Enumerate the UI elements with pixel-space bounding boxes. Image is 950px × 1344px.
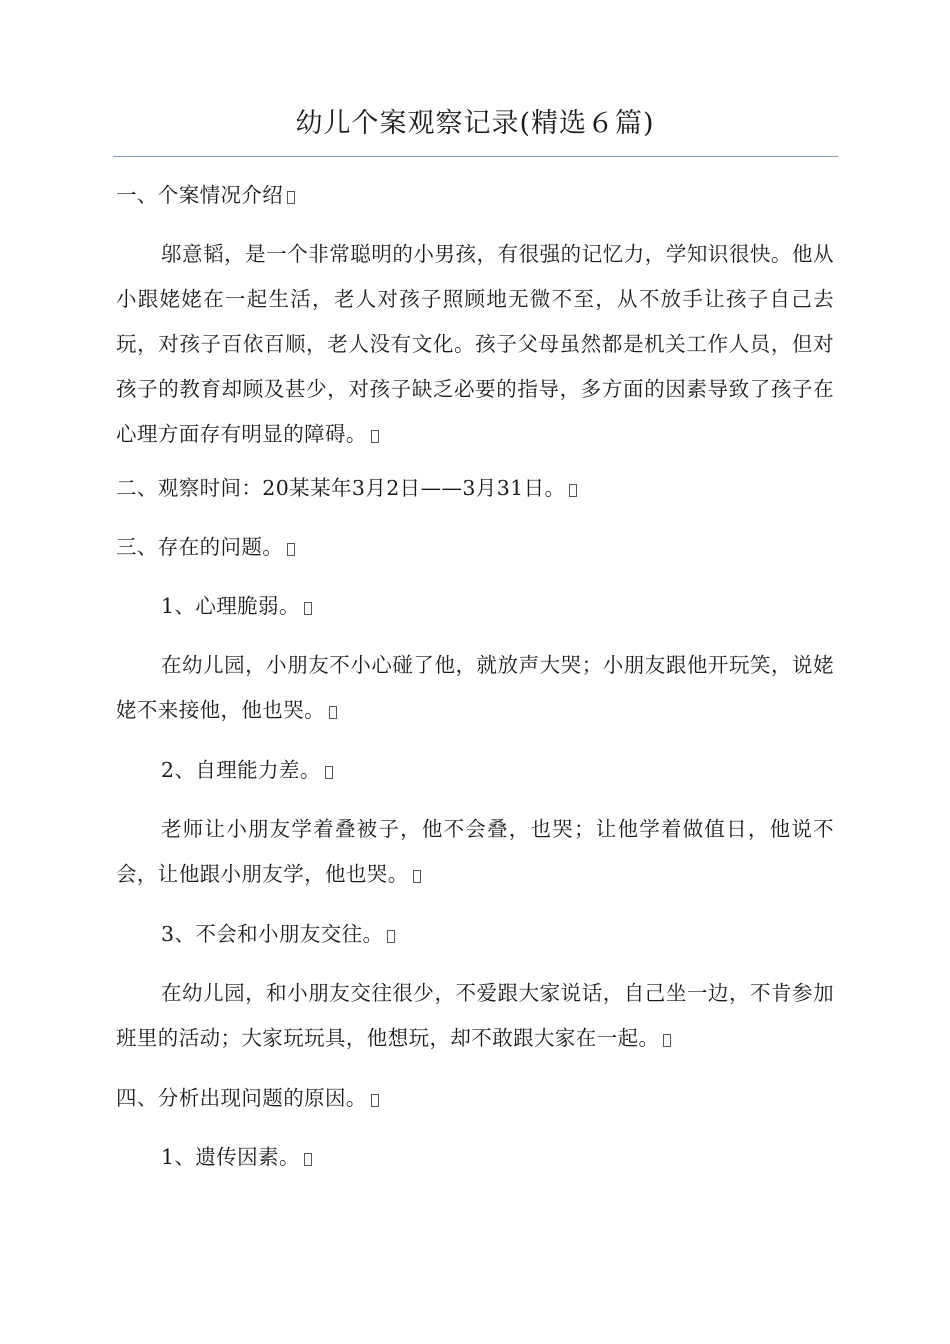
paragraph-text: 一、个案情况介绍 <box>116 183 284 207</box>
heading-observation-time <box>116 466 834 511</box>
paragraph-text: 在幼儿园，小朋友不小心碰了他，就放声大哭；小朋友跟他开玩笑，说姥姥不来接他，他也哭。 <box>116 653 834 722</box>
paragraph-mark-icon <box>304 1153 312 1166</box>
paragraph-text: 三、存在的问题。 <box>116 535 284 559</box>
paragraph-text: 二、观察时间：20某某年3月2日——3月31日。 <box>116 476 566 500</box>
heading-case-intro <box>116 173 834 218</box>
subheading-social <box>116 912 834 957</box>
heading-problems <box>116 525 834 570</box>
paragraph-text: 邬意韬，是一个非常聪明的小男孩，有很强的记忆力，学知识很快。他从小跟姥姥在一起生活，老人对孩子照顾地无微不至，从不放手让孩子自己去玩，对孩子百依百顺，老人没有文化。孩子父母虽然都是机关工作人员，但对孩子的教育却顾及甚少，对孩子缺乏必要的指导，多方面的因素导致了孩子在心理方面存有明显的障碍。 <box>116 242 834 446</box>
paragraph-text: 在幼儿园，和小朋友交往很少，不爱跟大家说话，自己坐一边，不肯参加班里的活动；大家玩玩具，他想玩，却不敢跟大家在一起。 <box>116 981 834 1050</box>
paragraph-mark-icon <box>329 706 337 719</box>
paragraph-text: 3、不会和小朋友交往。 <box>161 922 384 946</box>
heading-causes <box>116 1076 834 1121</box>
paragraph-mark-icon <box>371 1094 379 1107</box>
document-title: 幼儿个案观察记录(精选６篇) <box>295 108 655 139</box>
paragraph-self-care <box>116 807 834 897</box>
title-underline <box>113 156 838 157</box>
paragraph-mark-icon <box>387 930 395 943</box>
subheading-fragile <box>116 584 834 629</box>
paragraph-text: 1、遗传因素。 <box>161 1145 300 1169</box>
paragraph-text: 老师让小朋友学着叠被子，他不会叠，也哭；让他学着做值日，他说不会，让他跟小朋友学，他也哭。 <box>116 817 834 886</box>
paragraph-mark-icon <box>663 1034 671 1047</box>
paragraph-mark-icon <box>569 484 577 497</box>
paragraph-social <box>116 971 834 1061</box>
paragraph-mark-icon <box>371 430 379 443</box>
paragraph-mark-icon <box>325 766 333 779</box>
paragraph-mark-icon <box>287 191 295 204</box>
paragraph-mark-icon <box>287 543 295 556</box>
paragraph-fragile <box>116 643 834 733</box>
paragraph-text: 四、分析出现问题的原因。 <box>116 1086 367 1110</box>
subheading-self-care <box>116 748 834 793</box>
paragraph-case-description <box>116 232 834 457</box>
paragraph-mark-icon <box>304 602 312 615</box>
paragraph-text: 1、心理脆弱。 <box>161 594 300 618</box>
paragraph-text: 2、自理能力差。 <box>161 758 321 782</box>
subheading-genetic <box>116 1135 834 1180</box>
paragraph-mark-icon <box>413 870 421 883</box>
